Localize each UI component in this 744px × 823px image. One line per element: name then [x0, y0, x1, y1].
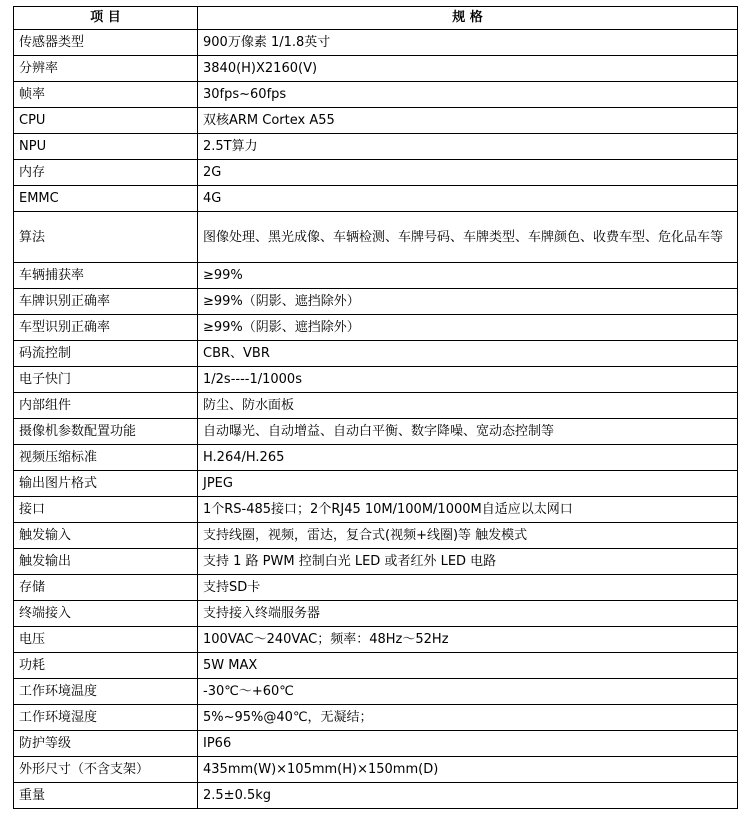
table-row: [14, 315, 738, 341]
row-item-label: 工作环境湿度: [14, 705, 198, 731]
row-item-label: 重量: [14, 783, 198, 809]
spec-table: [13, 6, 738, 809]
column-header-spec: 规 格: [198, 7, 738, 30]
table-row: [14, 627, 738, 653]
row-item-label: 触发输出: [14, 549, 198, 575]
row-spec-value: ≥99%（阴影、遮挡除外）: [198, 315, 738, 341]
table-row: [14, 108, 738, 134]
row-item-label: CPU: [14, 108, 198, 134]
table-row: [14, 731, 738, 757]
row-spec-value: CBR、VBR: [198, 341, 738, 367]
row-item-label: 传感器类型: [14, 30, 198, 56]
row-spec-value: 1个RS-485接口；2个RJ45 10M/100M/1000M自适应以太网口: [198, 497, 738, 523]
row-spec-value: IP66: [198, 731, 738, 757]
row-spec-value: 5W MAX: [198, 653, 738, 679]
table-row: [14, 471, 738, 497]
table-row: [14, 82, 738, 108]
table-row: [14, 186, 738, 212]
row-item-label: 视频压缩标准: [14, 445, 198, 471]
row-item-label: 算法: [14, 212, 198, 263]
table-row: [14, 289, 738, 315]
row-item-label: EMMC: [14, 186, 198, 212]
table-row: [14, 575, 738, 601]
table-row: [14, 705, 738, 731]
row-spec-value: 自动曝光、自动增益、自动白平衡、数字降噪、宽动态控制等: [198, 419, 738, 445]
table-row: [14, 30, 738, 56]
table-header-row: [14, 7, 738, 30]
row-spec-value: 2.5T算力: [198, 134, 738, 160]
table-row: [14, 393, 738, 419]
row-item-label: 存储: [14, 575, 198, 601]
row-spec-value: 防尘、防水面板: [198, 393, 738, 419]
row-spec-value: ≥99%（阴影、遮挡除外）: [198, 289, 738, 315]
row-item-label: 帧率: [14, 82, 198, 108]
row-spec-value: 100VAC～240VAC；频率：48Hz～52Hz: [198, 627, 738, 653]
row-item-label: 摄像机参数配置功能: [14, 419, 198, 445]
row-spec-value: -30℃～+60℃: [198, 679, 738, 705]
row-item-label: 电子快门: [14, 367, 198, 393]
row-spec-value: ≥99%: [198, 263, 738, 289]
table-row: [14, 601, 738, 627]
row-item-label: 内部组件: [14, 393, 198, 419]
row-item-label: 输出图片格式: [14, 471, 198, 497]
table-row: [14, 653, 738, 679]
row-spec-value: 支持接入终端服务器: [198, 601, 738, 627]
row-spec-value: 2G: [198, 160, 738, 186]
table-row: [14, 341, 738, 367]
row-item-label: 终端接入: [14, 601, 198, 627]
table-row: [14, 263, 738, 289]
row-spec-value: 支持线圈，视频，雷达，复合式(视频+线圈)等 触发模式: [198, 523, 738, 549]
table-row: [14, 783, 738, 809]
row-spec-value: 图像处理、黑光成像、车辆检测、车牌号码、车牌类型、车牌颜色、收费车型、危化品车等: [198, 212, 738, 263]
row-spec-value: 4G: [198, 186, 738, 212]
row-item-label: 内存: [14, 160, 198, 186]
table-row: [14, 445, 738, 471]
row-spec-value: 900万像素 1/1.8英寸: [198, 30, 738, 56]
row-item-label: 功耗: [14, 653, 198, 679]
column-header-item: 项 目: [14, 7, 198, 30]
row-item-label: 外形尺寸（不含支架）: [14, 757, 198, 783]
row-item-label: 防护等级: [14, 731, 198, 757]
row-item-label: 电压: [14, 627, 198, 653]
row-spec-value: JPEG: [198, 471, 738, 497]
row-item-label: 车型识别正确率: [14, 315, 198, 341]
row-item-label: 接口: [14, 497, 198, 523]
table-row: [14, 367, 738, 393]
row-item-label: NPU: [14, 134, 198, 160]
row-item-label: 车辆捕获率: [14, 263, 198, 289]
row-spec-value: 支持 1 路 PWM 控制白光 LED 或者红外 LED 电路: [198, 549, 738, 575]
row-item-label: 分辨率: [14, 56, 198, 82]
row-spec-value: 1/2s----1/1000s: [198, 367, 738, 393]
row-item-label: 工作环境温度: [14, 679, 198, 705]
row-spec-value: 3840(H)X2160(V): [198, 56, 738, 82]
table-row: [14, 212, 738, 263]
row-spec-value: 2.5±0.5kg: [198, 783, 738, 809]
table-row: [14, 134, 738, 160]
table-row: [14, 497, 738, 523]
row-spec-value: 支持SD卡: [198, 575, 738, 601]
row-item-label: 码流控制: [14, 341, 198, 367]
row-spec-value: 30fps~60fps: [198, 82, 738, 108]
row-spec-value: 5%~95%@40℃，无凝结；: [198, 705, 738, 731]
table-row: [14, 523, 738, 549]
table-row: [14, 679, 738, 705]
row-item-label: 触发输入: [14, 523, 198, 549]
table-row: [14, 56, 738, 82]
table-row: [14, 419, 738, 445]
table-row: [14, 757, 738, 783]
table-row: [14, 160, 738, 186]
row-item-label: 车牌识别正确率: [14, 289, 198, 315]
row-spec-value: H.264/H.265: [198, 445, 738, 471]
table-row: [14, 549, 738, 575]
spec-table-body: [14, 30, 738, 809]
row-spec-value: 双核ARM Cortex A55: [198, 108, 738, 134]
row-spec-value: 435mm(W)×105mm(H)×150mm(D): [198, 757, 738, 783]
